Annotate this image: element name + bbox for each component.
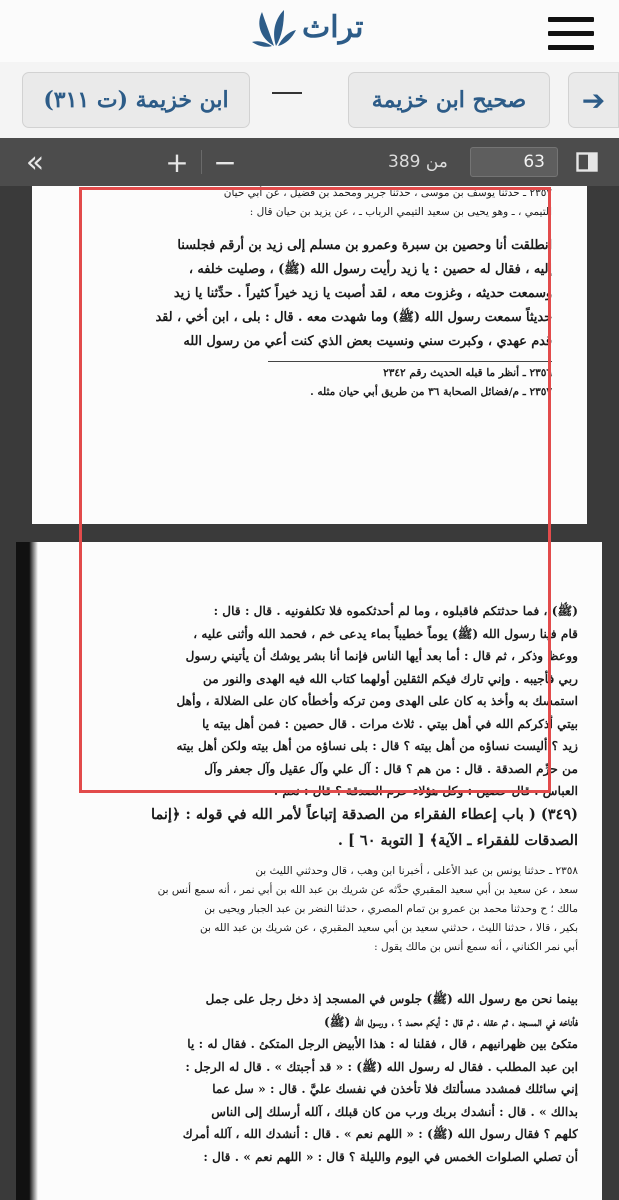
text-line: مالك ؛ ح وحدثنا محمد بن عمرو بن تمام المصري ، حدثنا النضر بن عبد الجبار ويحيى بن — [204, 903, 578, 915]
book-navbar — [0, 62, 619, 138]
page-number-input[interactable]: 63 — [470, 147, 558, 177]
text-line: الصدقات للفقراء ـ الآية﴾ [ التوبة ٦٠ ] . — [337, 832, 578, 849]
toolbar-divider — [201, 150, 202, 174]
pdf-toolbar — [0, 138, 619, 186]
text-line: بيتي أذكركم الله في أهل بيتي . ثلاث مرات . قال حصين : فمن أهل بيته يا — [202, 716, 578, 731]
text-line: بدالك » . قال : أنشدك بربك ورب من كان قبلك ، آلله أرسلك إلى الناس — [211, 1104, 578, 1119]
text-line: إني سائلك فمشدد مسألتك فلا تأخذن في نفسك عليَّ . قال : « سل عما — [212, 1082, 578, 1096]
footnote-rule — [268, 361, 552, 362]
pdf-viewer[interactable] — [0, 186, 619, 1200]
text-line: زيد ؟ أليست نساؤه من أهل بيته ؟ قال : بلى نساؤه من أهل بيته ولكن أهل بيته — [176, 739, 578, 753]
text-line: فأناخه في المسجد ، ثم عقله ، ثم قال : أيكم محمد ؟ ، ورسول الله (ﷺ) — [324, 1014, 578, 1029]
sidebar-toggle-button[interactable] — [574, 138, 600, 186]
next-button[interactable] — [568, 72, 619, 128]
book-title-label: صحيح ابن خزيمة — [371, 87, 527, 113]
isnad-2357 — [72, 186, 552, 222]
text-line: ابن عبد المطلب . فقال له رسول الله (ﷺ) : « قد أجبتك » . قال له الرجل : — [185, 1059, 578, 1074]
text-line: (٣٤٩) ( باب إعطاء الفقراء من الصدقة إتباعاً لأمر الله في قوله : ﴿إنما — [151, 806, 578, 823]
text-line: العباس . قال حصين : وكل هؤلاء حرم الصدقة ؟ قال : نعم . — [273, 784, 578, 798]
text-line: استمسك به وأخذ به كان على الهدى ومن تركه وأخطأه كان على الضلالة ، وأهل — [176, 694, 578, 708]
nav-separator — [272, 92, 302, 94]
text-line: بكير ، قالا ، حدثنا الليث ، حدثني سعيد بن أبي سعيد المقبري ، عن شريك بن عبد الله بن — [200, 922, 578, 934]
text-line: ووعظ وذكر ، ثم قال : أما بعد أيها الناس فإنما أنا بشر يوشك أن يأتيني رسول — [185, 649, 578, 663]
text-line: ٢٣٥٧ ـ حدثنا يوسف بن موسى ، حدثنا جرير ومحمد بن فضيل ، عن أبي حيان — [223, 187, 552, 199]
text-line: التيمي ، ـ وهو يحيى بن سعيد التيمي الرباب ـ ، عن يزيد بن حيان قال : — [249, 206, 552, 218]
hadith-text-2358 — [104, 988, 578, 1168]
text-line: ربي فأجيبه . وإني تارك فيكم الثقلين أولهما كتاب الله فيه الهدى والنور من — [203, 671, 578, 686]
book-title-button[interactable] — [348, 72, 550, 128]
hamburger-menu-icon[interactable] — [548, 17, 594, 51]
arrow-right-icon: ➔ — [581, 83, 606, 117]
rewind-button[interactable] — [12, 138, 52, 186]
text-line: حديثاً سمعت رسول الله (ﷺ) وما شهدت معه . قال : بلى ، ابن أخي ، لقد — [155, 310, 552, 325]
author-label: ابن خزيمة (ت ٣١١) — [43, 87, 229, 113]
hadith-text-bottom — [104, 600, 578, 803]
text-line: سعد ، عن سعيد بن أبي سعيد المقبري حدَّثه عن شريك بن عبد الله بن أبي نمر ، أنه سمع أنس بن — [157, 884, 578, 896]
footnote: ٢٣٥٦ ـ أنظر ما قبله الحديث رقم ٢٣٤٢ — [383, 367, 552, 379]
page-count-label: من 389 — [388, 152, 448, 172]
text-line: أن تصلي الصلوات الخمس في اليوم والليلة ؟ قال : « اللهم نعم » . قال : — [203, 1149, 578, 1164]
text-line: بينما نحن مع رسول الله (ﷺ) جلوس في المسجد إذ دخل رجل على جمل — [205, 992, 578, 1006]
logo-text: تراث — [302, 10, 364, 45]
footnotes — [182, 364, 552, 402]
scan-edge-shadow — [16, 542, 38, 1200]
zoom-out-button[interactable] — [208, 138, 242, 186]
pdf-page-bottom — [16, 542, 602, 1200]
author-button[interactable] — [22, 72, 250, 128]
text-line: انطلقت أنا وحصين بن سبرة وعمرو بن مسلم إلى زيد بن أرقم فجلسنا — [177, 238, 552, 253]
text-line: أبي نمر الكناني ، أنه سمع أنس بن مالك يقول : — [374, 941, 578, 953]
text-line: وسمعت حديثه ، وغزوت معه ، لقد أصبت يا زيد خيراً كثيراً . حدِّثنا يا زيد — [173, 286, 552, 301]
isnad-2358 — [104, 862, 578, 957]
text-line: إليه ، فقال له حصين : يا زيد رأيت رسول الله (ﷺ) ، وصليت خلفه ، — [188, 262, 552, 277]
text-line: قدم عهدي ، وكبرت سني ونسيت بعض الذي كنت أعي من رسول الله — [183, 334, 552, 349]
chapter-heading — [104, 802, 578, 854]
minus-icon: − — [213, 145, 237, 179]
pdf-page-top — [32, 186, 587, 524]
leaf-logo-icon — [252, 8, 296, 48]
app-logo[interactable] — [252, 6, 363, 50]
footnote: ٢٣٥٧ ـ م/فضائل الصحابة ٣٦ من طريق أبي حيان مثله . — [310, 386, 552, 398]
double-chevron-left-icon: « — [25, 144, 39, 180]
text-line: من حرِّم الصدقة . قال : من هم ؟ قال : آل علي وآل عقيل وآل جعفر وآل — [204, 761, 578, 776]
text-line: ٢٣٥٨ ـ حدثنا يونس بن عبد الأعلى ، أخبرنا ابن وهب ، قال وحدثني الليث بن — [255, 865, 578, 877]
zoom-in-button[interactable] — [160, 138, 194, 186]
sidebar-toggle-icon — [576, 152, 598, 172]
app-header — [0, 0, 619, 62]
text-line: قام فينا رسول الله (ﷺ) يوماً خطيباً بماء يدعى خم ، فحمد الله وأثنى عليه ، — [193, 626, 578, 641]
text-line: متكئ بين ظهرانيهم ، قال ، فقلنا له : هذا الأبيض الرجل المتكئ . فقال له : يا — [187, 1037, 578, 1051]
plus-icon: + — [165, 145, 189, 179]
text-line: كلهم ؟ فقال رسول الله (ﷺ) : « اللهم نعم » . قال : أنشدك الله ، آلله أمرك — [182, 1127, 578, 1141]
hadith-text-top — [78, 234, 552, 354]
text-line: (ﷺ) ، فما حدثتكم فاقبلوه ، وما لم أحدثكموه فلا تكلفونيه . قال : قال : — [213, 604, 578, 618]
